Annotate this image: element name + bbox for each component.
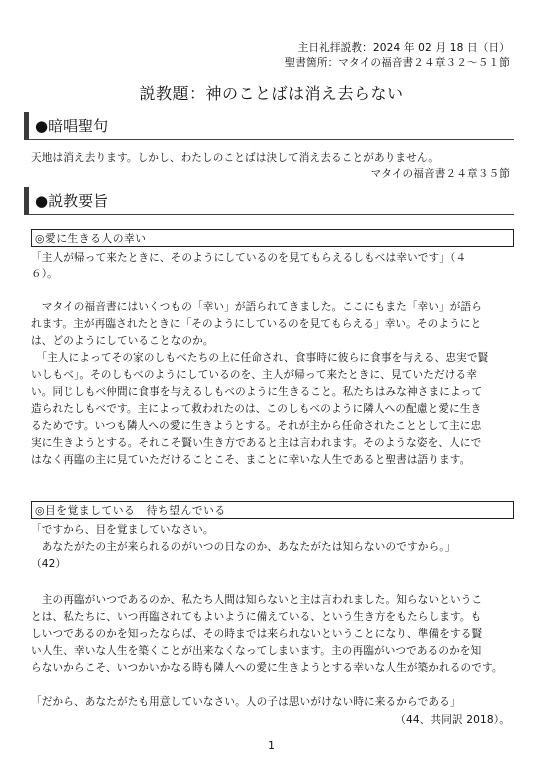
section2-paragraph-line: しいつであるのかを知ったならば、その時までは来られないということになり、準備をする賢 [31,628,483,640]
section1-paragraph-line: 「主人によってその家のしもべたちの上に任命され、食事時に彼らに食事を与える、忠実で賢 [31,352,489,364]
section1-quote-line: 「主人が帰って来たときに、そのようにしているのを見てもらえるしもべは幸いです」（４ [31,252,467,264]
memory-verse-heading: ●暗唱聖句 [24,112,514,140]
section2-quote-line: （42） [31,558,67,570]
sermon-title: 説教題：神のことばは消え去らない [139,84,404,103]
section2-paragraph-line: 主の再臨がいつであるのか、私たち人間は知らないと主は言われました。知らないというこ [31,594,483,606]
section1-paragraph-line: いしもべ」。そのしもべのようにしているのを、主人が帰って来たときに、見ていただける幸 [31,369,477,381]
memory-verse-text: 天地は消え去ります。しかし、わたしのことばは決して消え去ることがありません。 [31,152,440,164]
section2-paragraph-line: い人生、幸いな人生を築くことが出来なくなってしまいます。主の再臨がいつであるのかを知 [31,645,482,657]
section1-paragraph-line: 造られたしもべです。主によって救われたのは、このしもべのように隣人への配慮と愛に生き [31,403,482,415]
section1-paragraph-line: 実に生きようとする。それこそ賢い生き方であると主は言われます。そのような姿を、人にで [31,437,482,449]
section1-quote-line: ６）。 [31,268,58,280]
section1-title: ◎愛に生きる人の幸い [31,229,514,247]
section2-quote-line: 「ですから、目を覚ましていなさい。 [31,524,214,536]
section2-paragraph-line: とは、私たちに、いつ再臨されてもよいように備えている、という生き方をもたらします。も [31,611,482,623]
scripture-passage: 聖書箇所：マタイの福音書２４章３２～５１節 [284,57,510,69]
section2-closing-reference: （44、共同訳 2018）。 [395,714,510,726]
memory-verse-reference: マタイの福音書２４章３５節 [370,168,510,180]
section1-paragraph-line: マタイの福音書にはいくつもの「幸い」が語られてきました。ここにもまた「幸い」が語ら [31,301,483,313]
section2-closing-quote: 「だから、あなたがたも用意していなさい。人の子は思いがけない時に来るからである」 [31,696,461,708]
section1-paragraph-line: はなく再臨の主に見ていただけることこそ、まことに幸いな人生であると聖書は語ります。 [31,454,471,466]
summary-heading: ●説教要旨 [24,187,514,215]
section1-paragraph-line: るためです。いつも隣人への愛に生きようとする。それが主から任命されたこととして主に忠 [31,420,482,432]
section1-paragraph-line: い。同じしもべ仲間に食事を与えるしもべのように生きること。私たちはみな神さまによって [31,386,483,398]
page-number: 1 [268,739,275,752]
section2-quote-line: あなたがたの主が来られるのがいつの日なのか、あなたがたは知らないのですから。」 [31,541,456,553]
section2-paragraph-line: らないからこそ、いつかいかなる時も隣人への愛に生きようとする幸いな人生が築かれるのです。 [31,662,503,674]
section2-title: ◎目を覚ましている 待ち望んでいる [31,501,514,519]
service-date: 主日礼拝説教：2024 年 02 月 18 日（日） [297,42,510,54]
section1-paragraph-line: れます。主が再臨されたときに「そのようにしているのを見てもらえる」幸い。そのようにと [31,318,482,330]
section1-paragraph-line: は、どのようにしていることなのか。 [31,335,214,347]
